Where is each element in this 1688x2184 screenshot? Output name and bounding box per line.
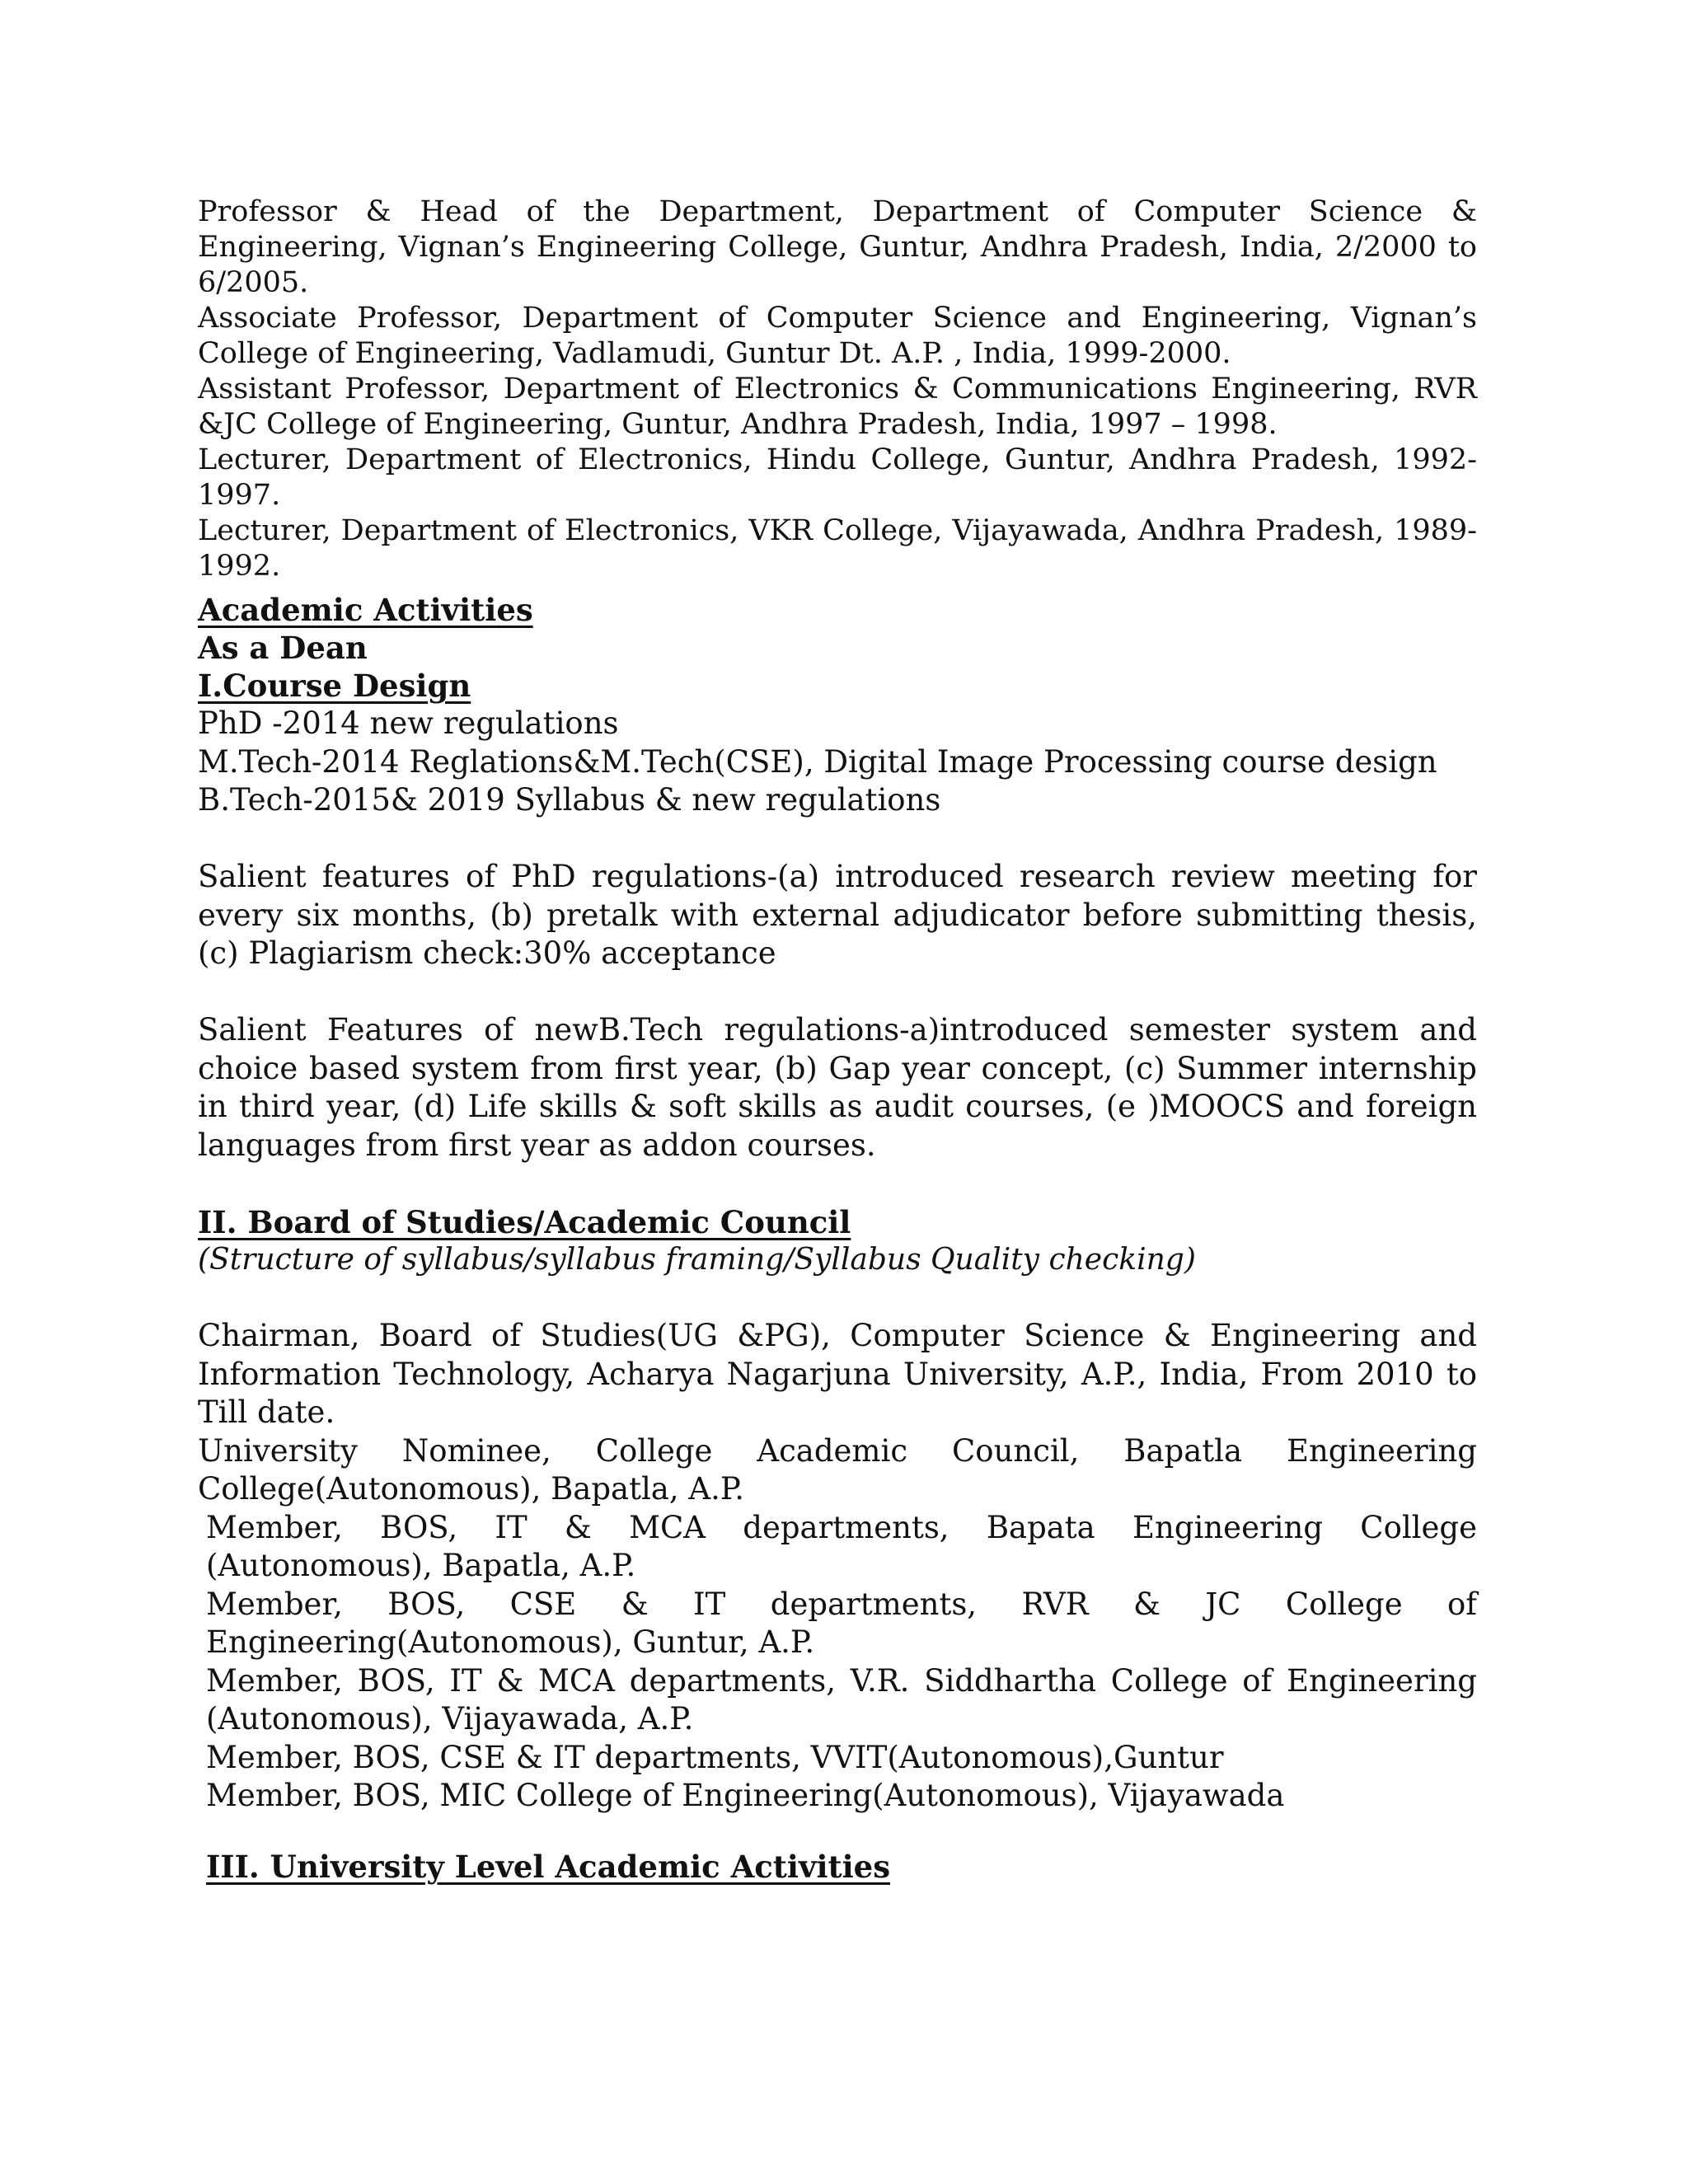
- academic-activities-section: [198, 591, 1477, 705]
- nominee-entry: University Nominee, College Academic Council, Bapatla Engineering College(Autonomous), Bapatla, A.P.: [198, 1432, 1477, 1507]
- course-design-list: [198, 705, 1477, 820]
- employment-entry: Lecturer, Department of Electronics, Hindu College, Guntur, Andhra Pradesh, 1992-1997.: [198, 443, 1477, 512]
- list-item: B.Tech-2015& 2019 Syllabus & new regulations: [198, 782, 941, 818]
- member-entry: Member, BOS, IT & MCA departments, V.R. Siddhartha College of Engineering (Autonomous), Vijayawada, A.P.: [206, 1662, 1477, 1736]
- list-item: PhD -2014 new regulations: [198, 705, 619, 741]
- board-of-studies-subtitle: (Structure of syllabus/syllabus framing/Syllabus Quality checking): [198, 1243, 1196, 1277]
- board-of-studies-heading: II. Board of Studies/Academic Council: [198, 1204, 851, 1240]
- employment-entry: Professor & Head of the Department, Department of Computer Science & Engineering, Vignan’s Engineering College, Guntur, Andhra Pradesh, India, 2/2000 to 6/2005.: [198, 195, 1477, 299]
- section-subheading: As a Dean: [198, 630, 368, 666]
- member-entry: Member, BOS, CSE & IT departments, RVR & JC College of Engineering(Autonomous), Guntur, A.P.: [206, 1586, 1477, 1660]
- board-roles-list: [198, 1317, 1477, 1816]
- course-design-heading: I.Course Design: [198, 668, 471, 704]
- university-level-heading: III. University Level Academic Activities: [206, 1849, 891, 1885]
- employment-entry: Associate Professor, Department of Computer Science and Engineering, Vignan’s College of Engineering, Vadlamudi, Guntur Dt. A.P. , India, 1999-2000.: [198, 302, 1477, 370]
- section-heading: Academic Activities: [198, 592, 533, 628]
- phd-features-paragraph: Salient features of PhD regulations-(a) introduced research review meeting for every six months, (b) pretalk with external adjudicator before submitting thesis, (c) Plagiarism check:30% acceptance: [198, 859, 1477, 971]
- member-entry: Member, BOS, MIC College of Engineering(Autonomous), Vijayawada: [206, 1778, 1285, 1813]
- member-entry: Member, BOS, IT & MCA departments, Bapata Engineering College (Autonomous), Bapatla, A.P.: [206, 1509, 1477, 1583]
- member-entry: Member, BOS, CSE & IT departments, VVIT(Autonomous),Guntur: [206, 1739, 1224, 1775]
- university-level-section: [206, 1848, 1485, 1886]
- employment-list: [198, 194, 1477, 584]
- employment-entry: Lecturer, Department of Electronics, VKR College, Vijayawada, Andhra Pradesh, 1989-1992.: [198, 514, 1477, 583]
- chairman-entry: Chairman, Board of Studies(UG &PG), Computer Science & Engineering and Information Technology, Acharya Nagarjuna University, A.P., India, From 2010 to Till date.: [198, 1318, 1477, 1430]
- btech-features-paragraph: Salient Features of newB.Tech regulations-a)introduced semester system and choice based system from first year, (b) Gap year concept, (c) Summer internship in third year, (d) Life skills & soft skills as audit courses, (e )MOOCS and foreign languages from first year as addon courses.: [198, 1012, 1477, 1163]
- list-item: M.Tech-2014 Reglations&M.Tech(CSE), Digital Image Processing course design: [198, 743, 1437, 780]
- employment-entry: Assistant Professor, Department of Electronics & Communications Engineering, RVR &JC College of Engineering, Guntur, Andhra Pradesh, India, 1997 – 1998.: [198, 373, 1477, 441]
- board-of-studies-section: [198, 1203, 1477, 1279]
